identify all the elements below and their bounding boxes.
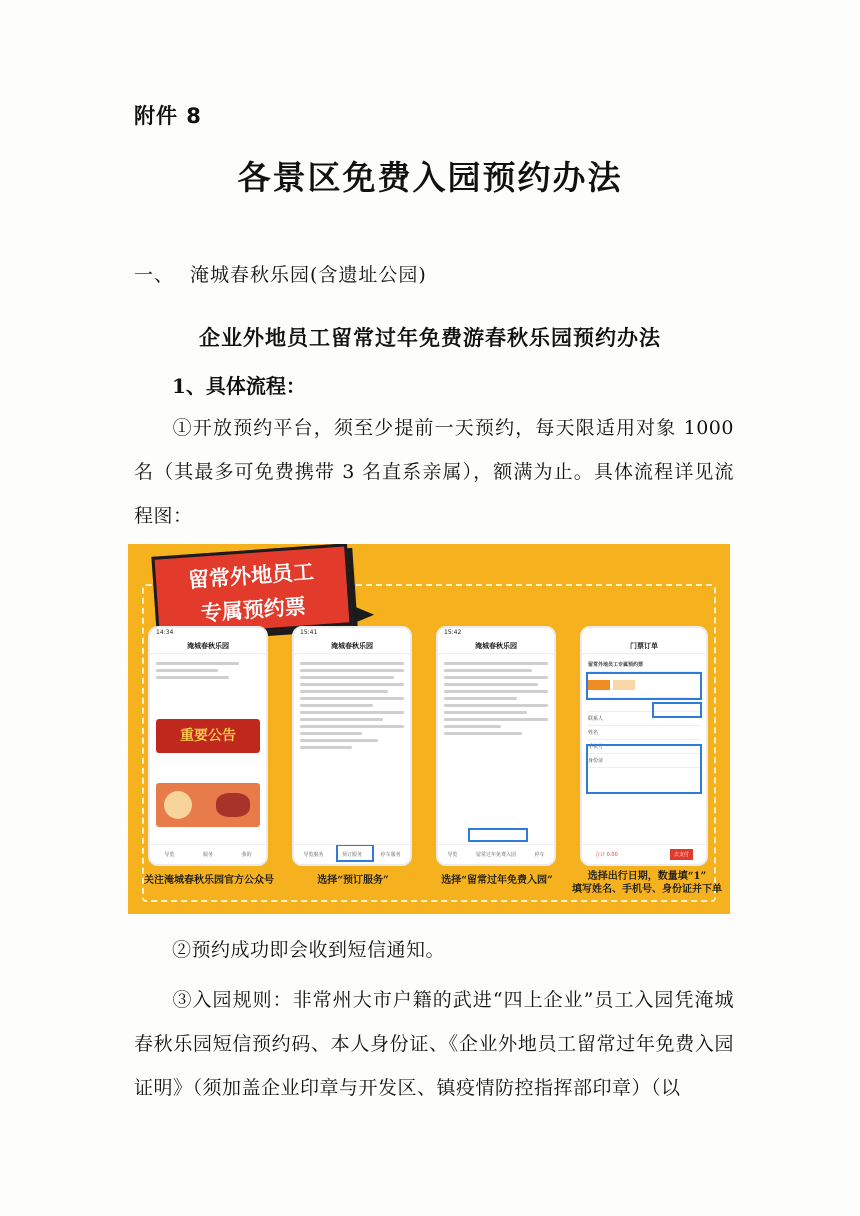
phone-content: [156, 658, 260, 842]
phone-title: 淹城春秋乐园: [150, 638, 266, 654]
phone-tabbar: [150, 844, 266, 864]
phone-tabbar: [294, 844, 410, 864]
phone-screenshot-1: [148, 626, 268, 866]
caption-step-2: 选择“预订服务”: [317, 875, 389, 886]
tab-label: 导览服务: [303, 852, 324, 858]
total-label: 合计 0.00: [595, 852, 618, 858]
phone-screenshot-2: [292, 626, 412, 866]
attachment-label: 附件 8: [134, 104, 202, 128]
phone-tabbar: [582, 844, 706, 864]
phone-status-bar: 14:34: [156, 629, 174, 636]
tab-label: 留常过年免费入园: [475, 852, 516, 858]
pay-button-label: 去支付: [670, 849, 693, 860]
procedure-subtitle: 企业外地员工留常过年免费游春秋乐园预约办法: [199, 325, 661, 350]
tab-label: 导览: [164, 852, 175, 858]
paragraph-text: ②预约成功即会收到短信通知。: [172, 939, 446, 961]
phone-status-bar: 15:41: [300, 629, 318, 636]
food-photo: [156, 783, 260, 827]
tab-label: 服务: [202, 852, 213, 858]
phone-field: 手机号: [588, 740, 700, 754]
caption-step-3: 选择“留常过年免费入园”: [441, 875, 553, 886]
name-field: 姓名: [588, 726, 700, 740]
phone-status-bar: [582, 628, 706, 638]
phone-screenshot-4: [580, 626, 708, 866]
phone-status-bar: 15:42: [444, 629, 462, 636]
section-number: 一、: [134, 264, 175, 286]
notice-banner: 重要公告: [156, 719, 260, 753]
phone-content: [300, 658, 404, 842]
tab-label: 我的: [241, 852, 252, 858]
paragraph-booking-platform: [134, 406, 734, 538]
banner-line-2: 专属预约票: [200, 594, 307, 626]
form-title: 留常外地员工专属预约票: [588, 658, 700, 672]
step-heading: 1、具体流程：: [172, 374, 306, 398]
tab-label: 预订服务: [341, 852, 362, 858]
text-placeholder: [300, 662, 404, 749]
phone-content: [444, 658, 548, 842]
promo-banner: [151, 544, 352, 639]
caption-step-4: 选择出行日期，数量填“1” 填写姓名、手机号、身份证并下单: [572, 871, 722, 895]
highlight-box-form: [586, 744, 702, 794]
id-field: 身份证: [588, 754, 700, 768]
paragraph-text: ③入园规则：非常州大市户籍的武进“四上企业”员工入园凭淹城春秋乐园短信预约码、本人身份证、《企业外地员工留常过年免费入园证明》（须加盖企业印章与开发区、镇疫情防控指挥部印章）（以: [134, 989, 734, 1099]
phone-tabbar: [438, 844, 554, 864]
phone-screenshot-3: [436, 626, 556, 866]
section-heading: [134, 260, 427, 287]
phone-title: 门票订单: [582, 638, 706, 654]
tab-label: 停车服务: [380, 852, 401, 858]
section-name: 淹城春秋乐园(含遗址公园): [190, 264, 427, 286]
highlight-box-date: [586, 672, 702, 700]
tab-label: 停车: [534, 852, 545, 858]
phone-title: 淹城春秋乐园: [294, 638, 410, 654]
text-placeholder: [444, 662, 548, 735]
highlight-box-quantity: [652, 702, 702, 718]
phone-title: 淹城春秋乐园: [438, 638, 554, 654]
flowchart-image: [128, 544, 730, 914]
caption-step-1: 关注淹城春秋乐园官方公众号: [144, 875, 274, 886]
text-placeholder: [156, 662, 260, 679]
paragraph-text: ①开放预约平台，须至少提前一天预约，每天限适用对象 1000 名（其最多可免费携带 3 名直系亲属），额满为止。具体流程详见流程图：: [134, 417, 734, 527]
tab-label: 导览: [447, 852, 458, 858]
highlight-box: [468, 828, 528, 842]
contact-label: 联系人: [588, 712, 700, 726]
paragraph-sms-notice: [134, 928, 734, 972]
banner-line-1: 留常外地员工: [187, 559, 315, 593]
document-title: 各景区免费入园预约办法: [237, 158, 623, 197]
paragraph-entry-rules: [134, 978, 734, 1110]
